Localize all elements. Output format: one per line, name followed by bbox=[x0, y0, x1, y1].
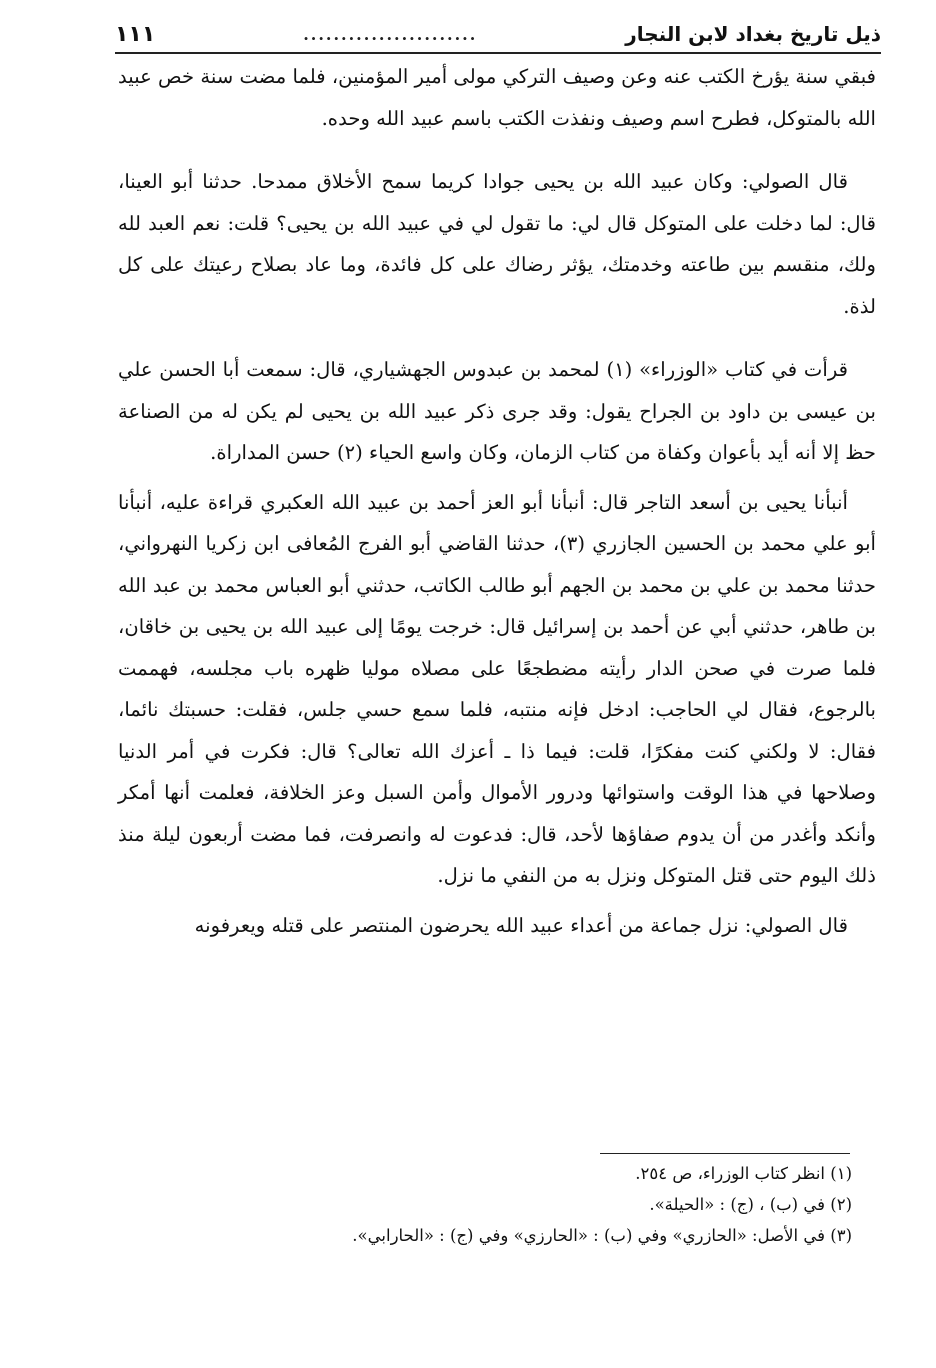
paragraph: قرأت في كتاب «الوزراء» (١) لمحمد بن عبدوس الجهشياري، قال: سمعت أبا الحسن علي بن عيسى بن داود بن الجراح يقول: وقد جرى ذكر عبيد الله بن يحيى لم يكن له من الصناعة حظ إلا أنه أيد بأعوان وكفاة من كتاب الزمان، وكان واسع الحياء (٢) حسن المداراة. bbox=[118, 358, 876, 464]
page-number: ١١١ bbox=[115, 21, 156, 47]
header-leader-dots: ....................... bbox=[303, 24, 478, 44]
book-title: ذيل تاريخ بغداد لابن النجار bbox=[625, 22, 881, 46]
paragraph: أنبأنا يحيى بن أسعد التاجر قال: أنبأنا أبو العز أحمد بن عبيد الله العكبري قراءة عليه، أنبأنا أبو علي محمد بن الحسين الجازري (٣)، حدثنا القاضي أبو الفرج المُعافى ابن زكريا النهرواني، حدثنا محمد بن علي بن محمد بن الجهم أبو طالب الكاتب، حدثني أبو العباس محمد بن عبد الله بن طاهر، حدثني أبي عن أحمد بن إسرائيل قال: خرجت يومًا إلى عبيد الله بن يحيى بن خاقان، فلما صرت في صحن الدار رأيته مضطجعًا على مصلاه موليا ظهره باب مجلسه، فهممت بالرجوع، فقال لي الحاجب: ادخل فإنه منتبه، فلما سمع حسي جلس، فقلت: حسبتك نائما، فقال: لا ولكني كنت مفكرًا، قلت: فيما ذا ـ أعزك الله تعالى؟ قال: فكرت في أمر الدنيا وصلاحها في هذا الوقت واستوائها ودرور الأموال وأمن السبل وعز الخلافة، فعلمت أنها أمكر وأنكد وأغدر من أن يدوم صفاؤها لأحد، قال: فدعوت له وانصرفت، فما مضت أربعون ليلة منذ ذلك اليوم حتى قتل المتوكل ونزل به من النفي ما نزل. bbox=[118, 490, 876, 887]
footnote: (٣) في الأصل: «الحازري» وفي (ب) : «الحارزي» وفي (ج) : «الحارابي». bbox=[352, 1226, 852, 1245]
main-text bbox=[118, 56, 876, 946]
paragraph: قال الصولي: وكان عبيد الله بن يحيى جوادا كريما سمح الأخلاق ممدحا. حدثنا أبو العينا، قال: لما دخلت على المتوكل قال لي: ما تقول لي في عبيد الله بن يحيى؟ قلت: نعم العبد لله ولك، منقسم بين طاعته وخدمتك، يؤثر رضاك على كل فائدة، وما عاد بصلاح رعيتك على كل لذة. bbox=[118, 170, 876, 318]
footnote: (١) انظر كتاب الوزراء، ص ٢٥٤. bbox=[635, 1164, 852, 1183]
paragraph: فبقي سنة يؤرخ الكتب عنه وعن وصيف التركي مولى أمير المؤمنين، فلما مضت سنة خص عبيد الله بالمتوكل، فطرح اسم وصيف ونفذت الكتب باسم عبيد الله وحده. bbox=[118, 65, 876, 130]
running-header bbox=[115, 16, 881, 54]
footnote-separator bbox=[600, 1153, 850, 1154]
paragraph: قال الصولي: نزل جماعة من أعداء عبيد الله يحرضون المنتصر على قتله ويعرفونه bbox=[194, 913, 848, 937]
footnotes bbox=[118, 1158, 852, 1251]
footnote: (٢) في (ب) ، (ج) : «الحيلة». bbox=[649, 1195, 852, 1214]
